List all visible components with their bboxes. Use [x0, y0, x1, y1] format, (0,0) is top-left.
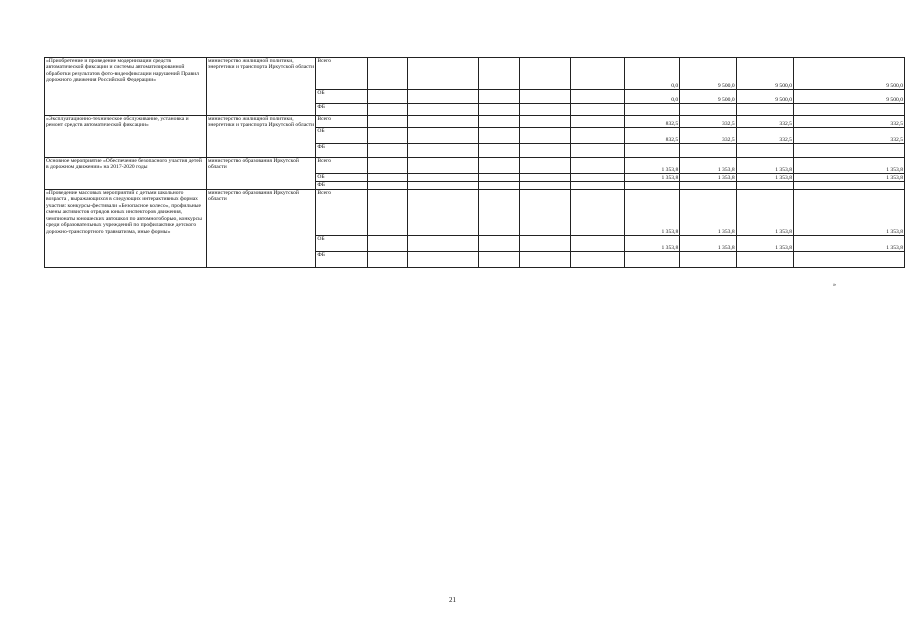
empty-cell — [520, 190, 571, 236]
executor-cell: министерство образования Иркутской области — [207, 190, 316, 268]
table-row — [45, 116, 905, 128]
amount-cell: 1 353,8 — [680, 174, 736, 182]
empty-cell — [571, 128, 625, 144]
empty-cell — [407, 128, 478, 144]
empty-cell — [407, 116, 478, 128]
funding-source: ОБ — [316, 128, 368, 144]
amount-cell — [793, 144, 904, 158]
empty-cell — [407, 174, 478, 182]
amount-cell — [680, 104, 736, 116]
empty-cell — [368, 236, 408, 252]
empty-cell — [571, 116, 625, 128]
empty-cell — [478, 236, 520, 252]
amount-cell — [736, 104, 793, 116]
empty-cell — [520, 90, 571, 104]
empty-cell — [368, 104, 408, 116]
executor-cell: министерство жилищной политики, энергетики и транспорта Иркутской области — [207, 58, 316, 116]
empty-cell — [571, 252, 625, 268]
empty-cell — [368, 58, 408, 90]
empty-cell — [368, 128, 408, 144]
empty-cell — [478, 128, 520, 144]
measure-description: Основное мероприятие «Обеспечение безопасного участия детей в дорожном движении» на 2017-2020 годы — [45, 158, 207, 190]
empty-cell — [478, 158, 520, 174]
amount-cell: 332,5 — [680, 116, 736, 128]
amount-cell: 832,5 — [624, 128, 679, 144]
funding-source: ФБ — [316, 252, 368, 268]
amount-cell: 9 500,0 — [736, 58, 793, 90]
empty-cell — [478, 144, 520, 158]
amount-cell — [793, 252, 904, 268]
amount-cell: 9 500,0 — [680, 90, 736, 104]
empty-cell — [571, 182, 625, 190]
amount-cell: 1 353,8 — [736, 158, 793, 174]
empty-cell — [520, 174, 571, 182]
empty-cell — [478, 116, 520, 128]
amount-cell: 1 353,8 — [736, 190, 793, 236]
empty-cell — [407, 182, 478, 190]
empty-cell — [520, 252, 571, 268]
amount-cell: 9 500,0 — [793, 58, 904, 90]
empty-cell — [571, 190, 625, 236]
empty-cell — [520, 104, 571, 116]
empty-cell — [571, 174, 625, 182]
amount-cell — [680, 182, 736, 190]
amount-cell: 9 500,0 — [793, 90, 904, 104]
empty-cell — [478, 90, 520, 104]
amount-cell: 1 353,8 — [680, 236, 736, 252]
amount-cell — [736, 144, 793, 158]
amount-cell: 332,5 — [736, 128, 793, 144]
amount-cell — [680, 144, 736, 158]
amount-cell — [793, 182, 904, 190]
empty-cell — [407, 90, 478, 104]
empty-cell — [478, 182, 520, 190]
amount-cell: 9 500,0 — [680, 58, 736, 90]
funding-source: ФБ — [316, 182, 368, 190]
amount-cell — [680, 252, 736, 268]
amount-cell: 9 500,0 — [736, 90, 793, 104]
page-number: 21 — [449, 596, 456, 604]
empty-cell — [571, 90, 625, 104]
table-row — [45, 158, 905, 174]
table-row — [45, 190, 905, 236]
amount-cell: 332,5 — [793, 116, 904, 128]
funding-source: Всего — [316, 190, 368, 236]
empty-cell — [478, 104, 520, 116]
measure-description: «Эксплуатационно-техническое обслуживание, установка и ремонт средств автоматической фиксации» — [45, 116, 207, 158]
empty-cell — [407, 236, 478, 252]
empty-cell — [407, 58, 478, 90]
amount-cell: 1 353,8 — [736, 174, 793, 182]
empty-cell — [368, 158, 408, 174]
empty-cell — [368, 116, 408, 128]
amount-cell: 1 353,8 — [680, 190, 736, 236]
empty-cell — [520, 58, 571, 90]
amount-cell: 1 353,8 — [624, 236, 679, 252]
funding-source: ОБ — [316, 174, 368, 182]
empty-cell — [368, 182, 408, 190]
funding-source: ОБ — [316, 236, 368, 252]
empty-cell — [520, 236, 571, 252]
empty-cell — [368, 252, 408, 268]
funding-source: Всего — [316, 116, 368, 128]
empty-cell — [520, 158, 571, 174]
empty-cell — [368, 174, 408, 182]
empty-cell — [571, 158, 625, 174]
amount-cell — [736, 252, 793, 268]
empty-cell — [520, 182, 571, 190]
amount-cell: 332,5 — [736, 116, 793, 128]
executor-cell: министерство образования Иркутской области — [207, 158, 316, 190]
amount-cell — [624, 252, 679, 268]
empty-cell — [407, 190, 478, 236]
table-row — [45, 58, 905, 90]
amount-cell — [624, 144, 679, 158]
amount-cell: 332,5 — [793, 128, 904, 144]
amount-cell: 1 353,8 — [736, 236, 793, 252]
amount-cell — [624, 104, 679, 116]
amount-cell: 1 353,8 — [793, 190, 904, 236]
amount-cell: 1 353,8 — [793, 158, 904, 174]
empty-cell — [407, 144, 478, 158]
empty-cell — [368, 90, 408, 104]
empty-cell — [571, 104, 625, 116]
amount-cell — [624, 182, 679, 190]
amount-cell — [793, 104, 904, 116]
measure-description: «Проведение массовых мероприятий с детьми школьного возраста , выражающихся в следующих интерактивных формах участия: конкурсы-фестивали «Безопасное колесо», профильные смены активистов отрядов юных инспекторов движения, чемпионаты юношеских автошкол по автомногоборью, конкурсы среди образовательных учреждений по профилактике детского дорожно-транспортного травматизма, иные формы» — [45, 190, 207, 268]
funding-source: Всего — [316, 58, 368, 90]
measure-description: «Приобретение и проведение модернизации средств автоматической фиксации и системы автоматизированной обработки результатов фото-видеофиксации нарушений Правил дорожного движения Российской Федерации» — [45, 58, 207, 116]
empty-cell — [520, 116, 571, 128]
amount-cell: 1 353,8 — [793, 236, 904, 252]
amount-cell: 1 353,8 — [624, 174, 679, 182]
empty-cell — [520, 128, 571, 144]
funding-source: ОБ — [316, 90, 368, 104]
empty-cell — [520, 144, 571, 158]
trailing-quote-mark: » — [833, 282, 836, 288]
funding-source: ФБ — [316, 104, 368, 116]
amount-cell: 0,0 — [624, 58, 679, 90]
empty-cell — [407, 104, 478, 116]
funding-table — [44, 57, 905, 268]
empty-cell — [407, 252, 478, 268]
amount-cell: 832,5 — [624, 116, 679, 128]
amount-cell: 1 353,8 — [624, 190, 679, 236]
empty-cell — [478, 190, 520, 236]
amount-cell: 0,0 — [624, 90, 679, 104]
empty-cell — [478, 58, 520, 90]
empty-cell — [571, 58, 625, 90]
empty-cell — [478, 252, 520, 268]
executor-cell: министерство жилищной политики, энергетики и транспорта Иркутской области — [207, 116, 316, 158]
amount-cell: 1 353,8 — [624, 158, 679, 174]
amount-cell: 1 353,8 — [793, 174, 904, 182]
empty-cell — [368, 144, 408, 158]
amount-cell: 1 353,8 — [680, 158, 736, 174]
empty-cell — [571, 236, 625, 252]
empty-cell — [478, 174, 520, 182]
funding-source: ФБ — [316, 144, 368, 158]
empty-cell — [407, 158, 478, 174]
empty-cell — [368, 190, 408, 236]
amount-cell — [736, 182, 793, 190]
amount-cell: 332,5 — [680, 128, 736, 144]
empty-cell — [571, 144, 625, 158]
funding-source: Всего — [316, 158, 368, 174]
